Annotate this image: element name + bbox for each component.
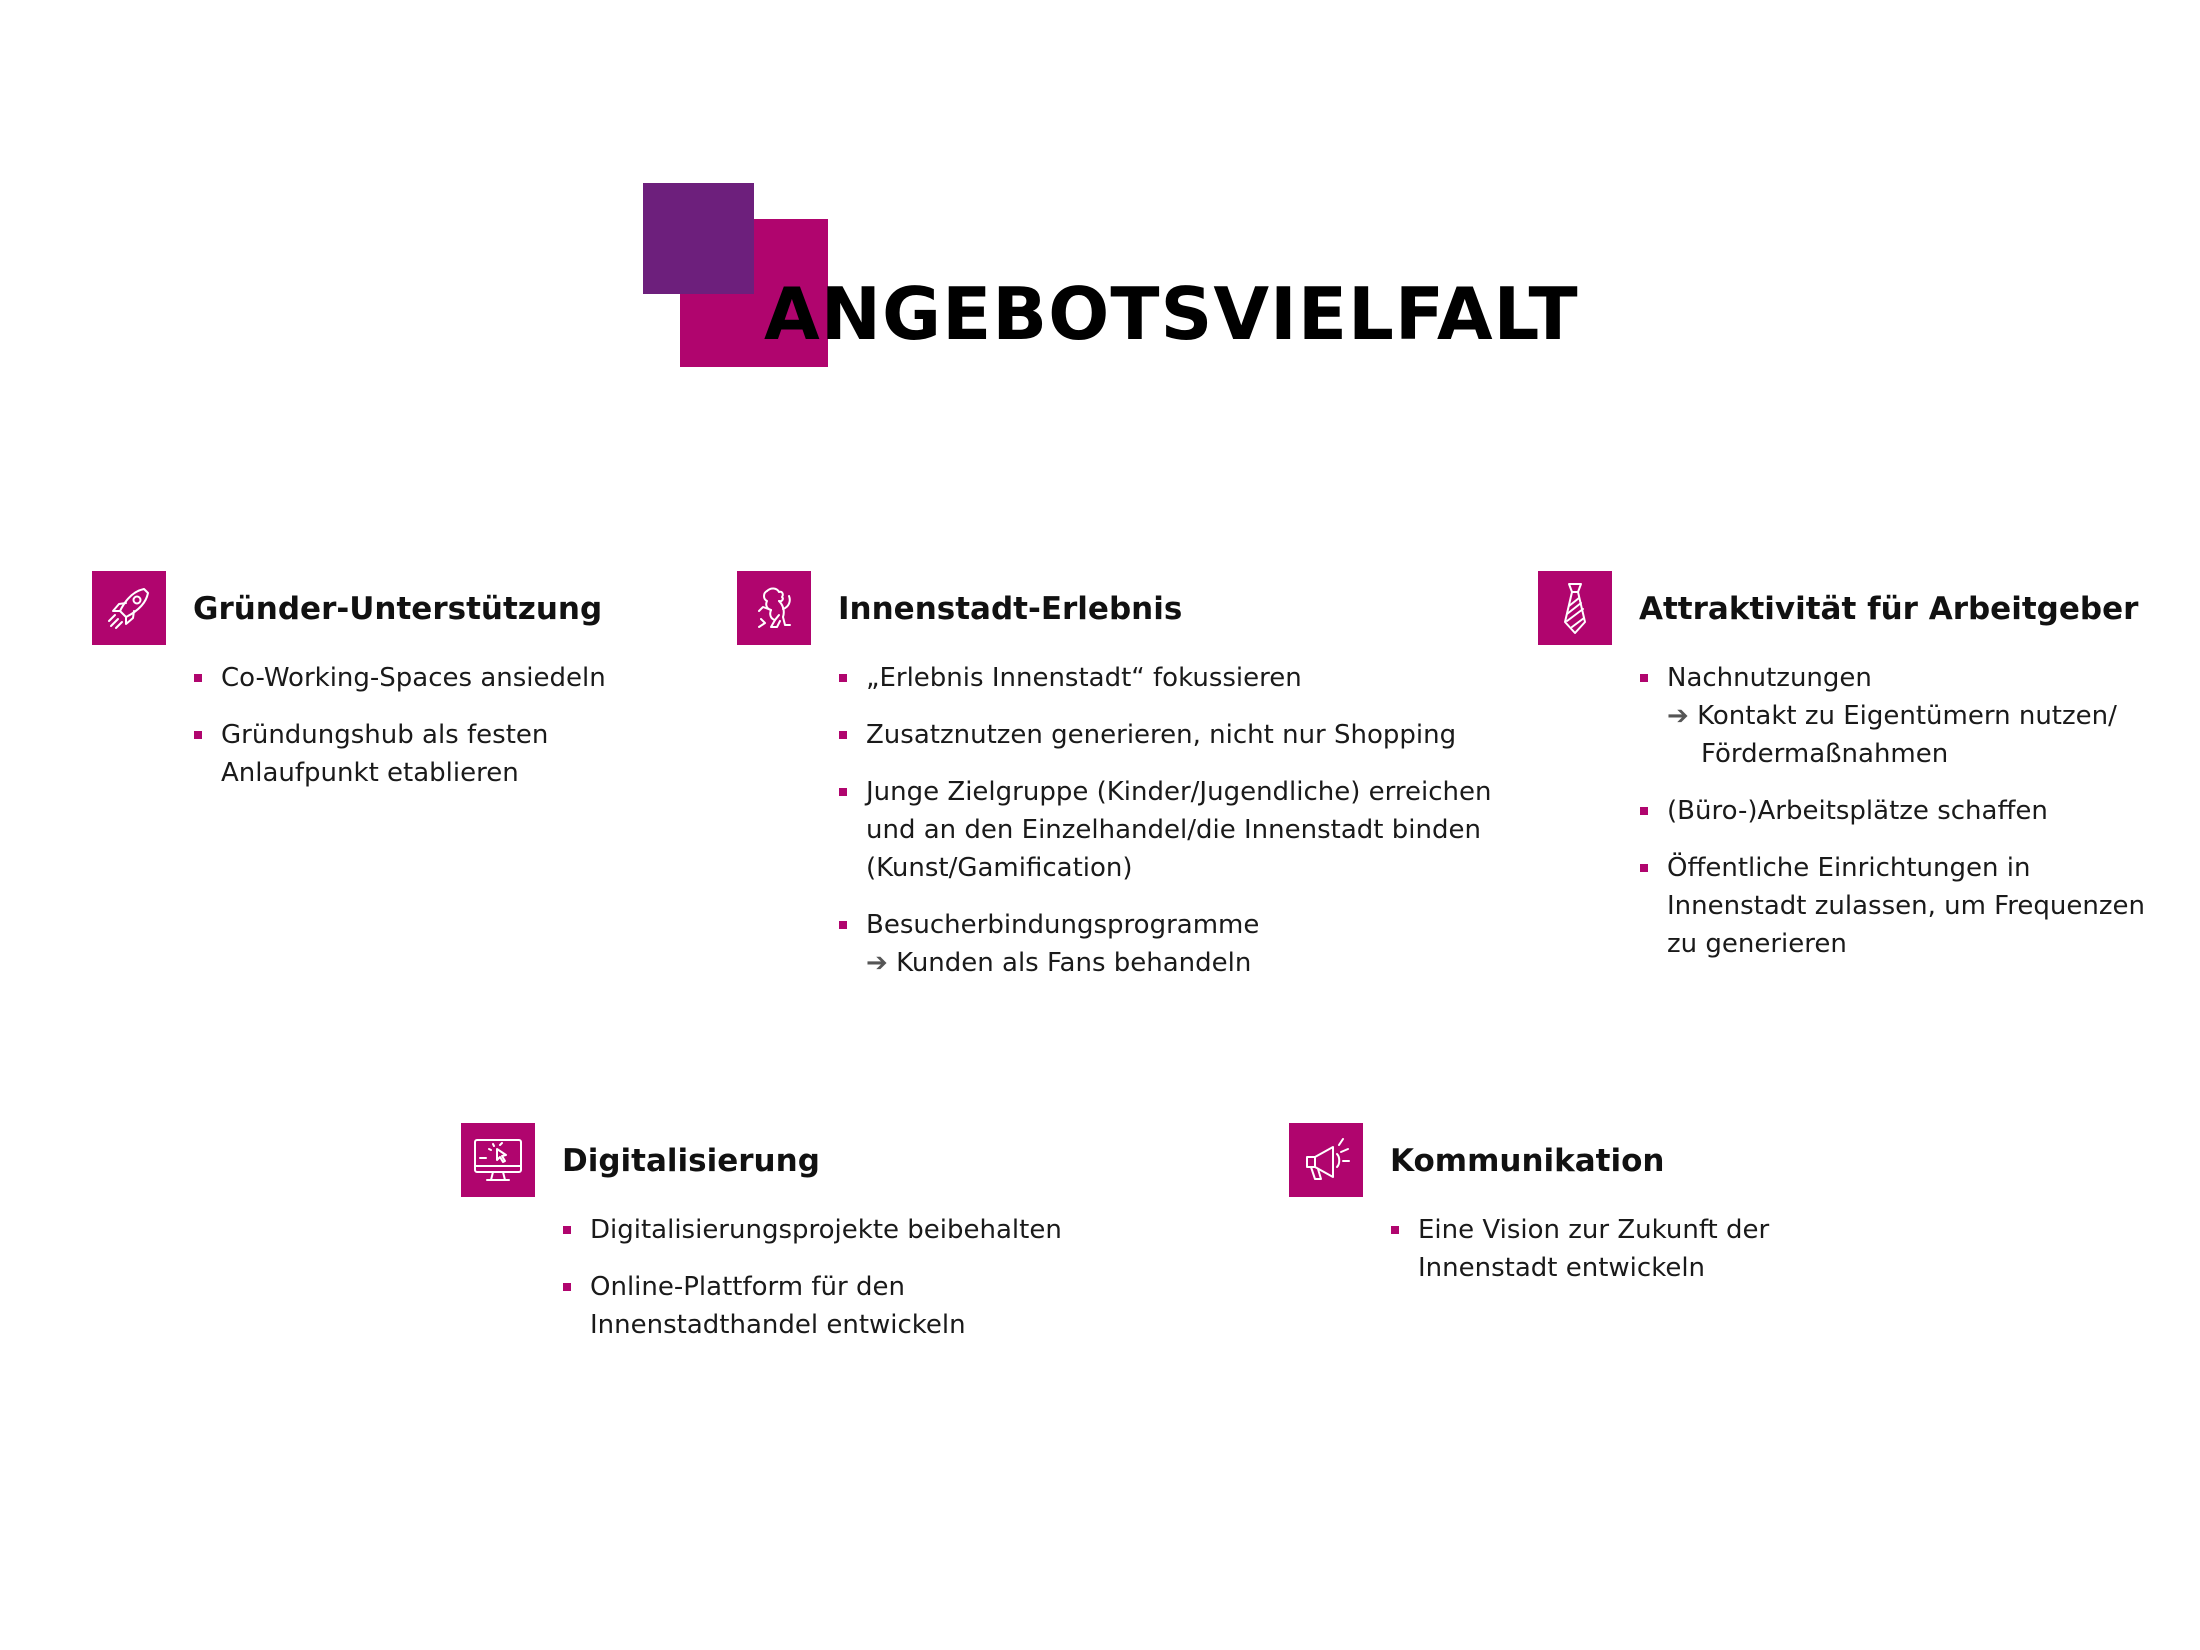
lion-crest-icon <box>737 571 811 645</box>
section-kommunikation <box>1289 1123 1989 1306</box>
list-item: (Büro-)Arbeitsplätze schaffen <box>1639 792 2178 830</box>
section-gruender <box>92 571 692 811</box>
arrow-right-icon: ➔ <box>1667 701 1689 731</box>
section-title: Kommunikation <box>1390 1143 1665 1179</box>
page-title: ANGEBOTSVIELFALT <box>764 272 1579 356</box>
rocket-icon <box>92 571 166 645</box>
section-title: Digitalisierung <box>562 1143 820 1179</box>
list-item: Besucherbindungsprogramme ➔ Kunden als Fans behandeln <box>838 906 1537 982</box>
list-item: Eine Vision zur Zukunft der Innenstadt entwickeln <box>1390 1211 1989 1287</box>
list-item: Öffentliche Einrichtungen in Innenstadt zulassen, um Frequenzen zu generieren <box>1639 849 2178 963</box>
logo-square-overlap <box>680 219 754 294</box>
list-item: Co-Working-Spaces ansiedeln <box>193 659 692 697</box>
list-item: Online-Plattform für den Innenstadthandel entwickeln <box>562 1268 1161 1344</box>
tie-icon <box>1538 571 1612 645</box>
list-item: Junge Zielgruppe (Kinder/Jugendliche) erreichen und an den Einzelhandel/die Innenstadt binden (Kunst/Gamification) <box>838 773 1537 887</box>
section-innenstadt-erlebnis <box>737 571 1537 1001</box>
list-item: Gründungshub als festen Anlaufpunkt etablieren <box>193 716 692 792</box>
list-item: Zusatznutzen generieren, nicht nur Shopping <box>838 716 1537 754</box>
section-digitalisierung <box>461 1123 1161 1363</box>
list-item: Digitalisierungsprojekte beibehalten <box>562 1211 1161 1249</box>
list-item: Nachnutzungen ➔ Kontakt zu Eigentümern nutzen/ Fördermaßnahmen <box>1639 659 2178 773</box>
section-title: Innenstadt-Erlebnis <box>838 591 1183 627</box>
section-title: Gründer-Unterstützung <box>193 591 603 627</box>
section-attraktivitaet <box>1538 571 2178 982</box>
list-item: „Erlebnis Innenstadt“ fokussieren <box>838 659 1537 697</box>
section-title: Attraktivität für Arbeitgeber <box>1639 591 2139 627</box>
megaphone-icon <box>1289 1123 1363 1197</box>
arrow-right-icon: ➔ <box>866 948 888 978</box>
computer-monitor-icon <box>461 1123 535 1197</box>
